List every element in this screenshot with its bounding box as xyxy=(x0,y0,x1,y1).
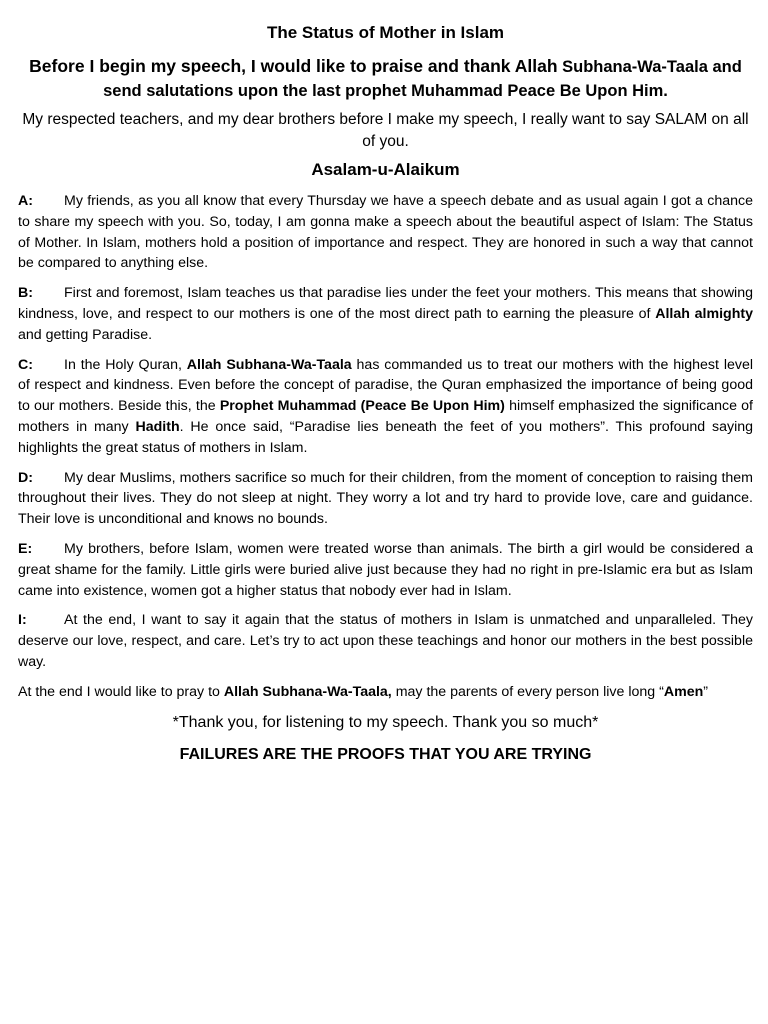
paragraph-label: B: xyxy=(18,285,33,302)
paragraph-text: . He once said, “Paradise lies beneath the feet of you mothers”. This profound saying highlights the great status of mothers in Islam. xyxy=(18,418,753,456)
emphasis-text: Hadith xyxy=(135,418,180,435)
paragraph-text: and getting Paradise. xyxy=(18,326,153,343)
thanks-line: *Thank you, for listening to my speech. Thank you so much* xyxy=(172,713,599,731)
paragraph-label: C: xyxy=(18,356,33,373)
paragraph-c xyxy=(18,355,753,459)
paragraph-text: has commanded us to treat our mothers with the highest level of respect and kindness. Even before the concept of paradise, the Quran emphasized the importance of being good to our mothers. Beside this, the xyxy=(18,356,753,415)
paragraph-label: I: xyxy=(18,612,27,629)
paragraph-text: My brothers, before Islam, women were treated worse than animals. The birth a girl would be considered a great shame for the family. Little girls were buried alive just because they had no right in pre-Islamic era but as Islam came into existence, women got a higher status that nobody ever had in Islam. xyxy=(18,540,753,599)
closing-text: ” xyxy=(703,683,708,700)
emphasis-text: Prophet Muhammad (Peace Be Upon Him) xyxy=(219,398,505,415)
closing-text: At the end I would like to pray to xyxy=(18,683,224,700)
intro-paragraph xyxy=(18,54,753,103)
emphasis-text: Amen xyxy=(663,683,704,700)
paragraph-text: First and foremost, Islam teaches us that paradise lies under the feet your mothers. This means that showing kindness, love, and respect to our mothers is one of the most direct path to earning the pleasure of xyxy=(18,285,753,322)
emphasis-text: Allah almighty xyxy=(655,305,753,322)
greeting-heading: Asalam-u-Alaikum xyxy=(311,160,460,179)
paragraph-text: himself emphasized the significance of mothers in many xyxy=(18,398,753,435)
paragraph-b xyxy=(18,283,753,345)
paragraph-i xyxy=(18,610,753,672)
intro-part-1: Before I begin my speech, I would like to praise and thank Allah xyxy=(29,56,558,76)
paragraph-text: My friends, as you all know that every Thursday we have a speech debate and as usual again I got a chance to share my speech with you. So, today, I am gonna make a speech about the beautiful aspect of Islam: The Status of Mother. In Islam, mothers hold a position of importance and respect. They are honored in such a way that cannot be compared to anything else. xyxy=(18,193,753,272)
paragraph-text: At the end, I want to say it again that the status of mothers in Islam is unmatched and unparalleled. They deserve our love, respect, and care. Let’s try to act upon these teachings and honor our mothers in the best possible way. xyxy=(18,612,753,670)
emphasis-text: Allah Subhana-Wa-Taala xyxy=(186,356,352,373)
document-page xyxy=(18,22,753,766)
document-title: The Status of Mother in Islam xyxy=(266,23,505,42)
closing-quote: FAILURES ARE THE PROOFS THAT YOU ARE TRYING xyxy=(179,745,592,763)
closing-text: may the parents of every person live long “ xyxy=(391,683,664,700)
paragraph-a xyxy=(18,191,753,274)
paragraph-label: D: xyxy=(18,469,33,486)
paragraph-e xyxy=(18,539,753,601)
closing-paragraph xyxy=(18,682,753,703)
intro-part-2: Subhana-Wa-Taala and send salutations upon the last prophet Muhammad Peace Be Upon Him. xyxy=(103,58,742,100)
paragraph-text: My dear Muslims, mothers sacrifice so much for their children, from the moment of conception to raising them throughout their lives. They do not sleep at night. They worry a lot and try hard to provide love, care and guidance. Their love is unconditional and knows no bounds. xyxy=(18,469,753,528)
emphasis-text: Allah Subhana-Wa-Taala, xyxy=(223,683,392,700)
paragraph-d xyxy=(18,468,753,530)
paragraph-label: A: xyxy=(18,193,33,209)
respect-paragraph: My respected teachers, and my dear brothers before I make my speech, I really want to say SALAM on all of you. xyxy=(22,111,749,150)
paragraph-label: E: xyxy=(18,540,33,557)
paragraph-text: In the Holy Quran, xyxy=(64,356,187,373)
